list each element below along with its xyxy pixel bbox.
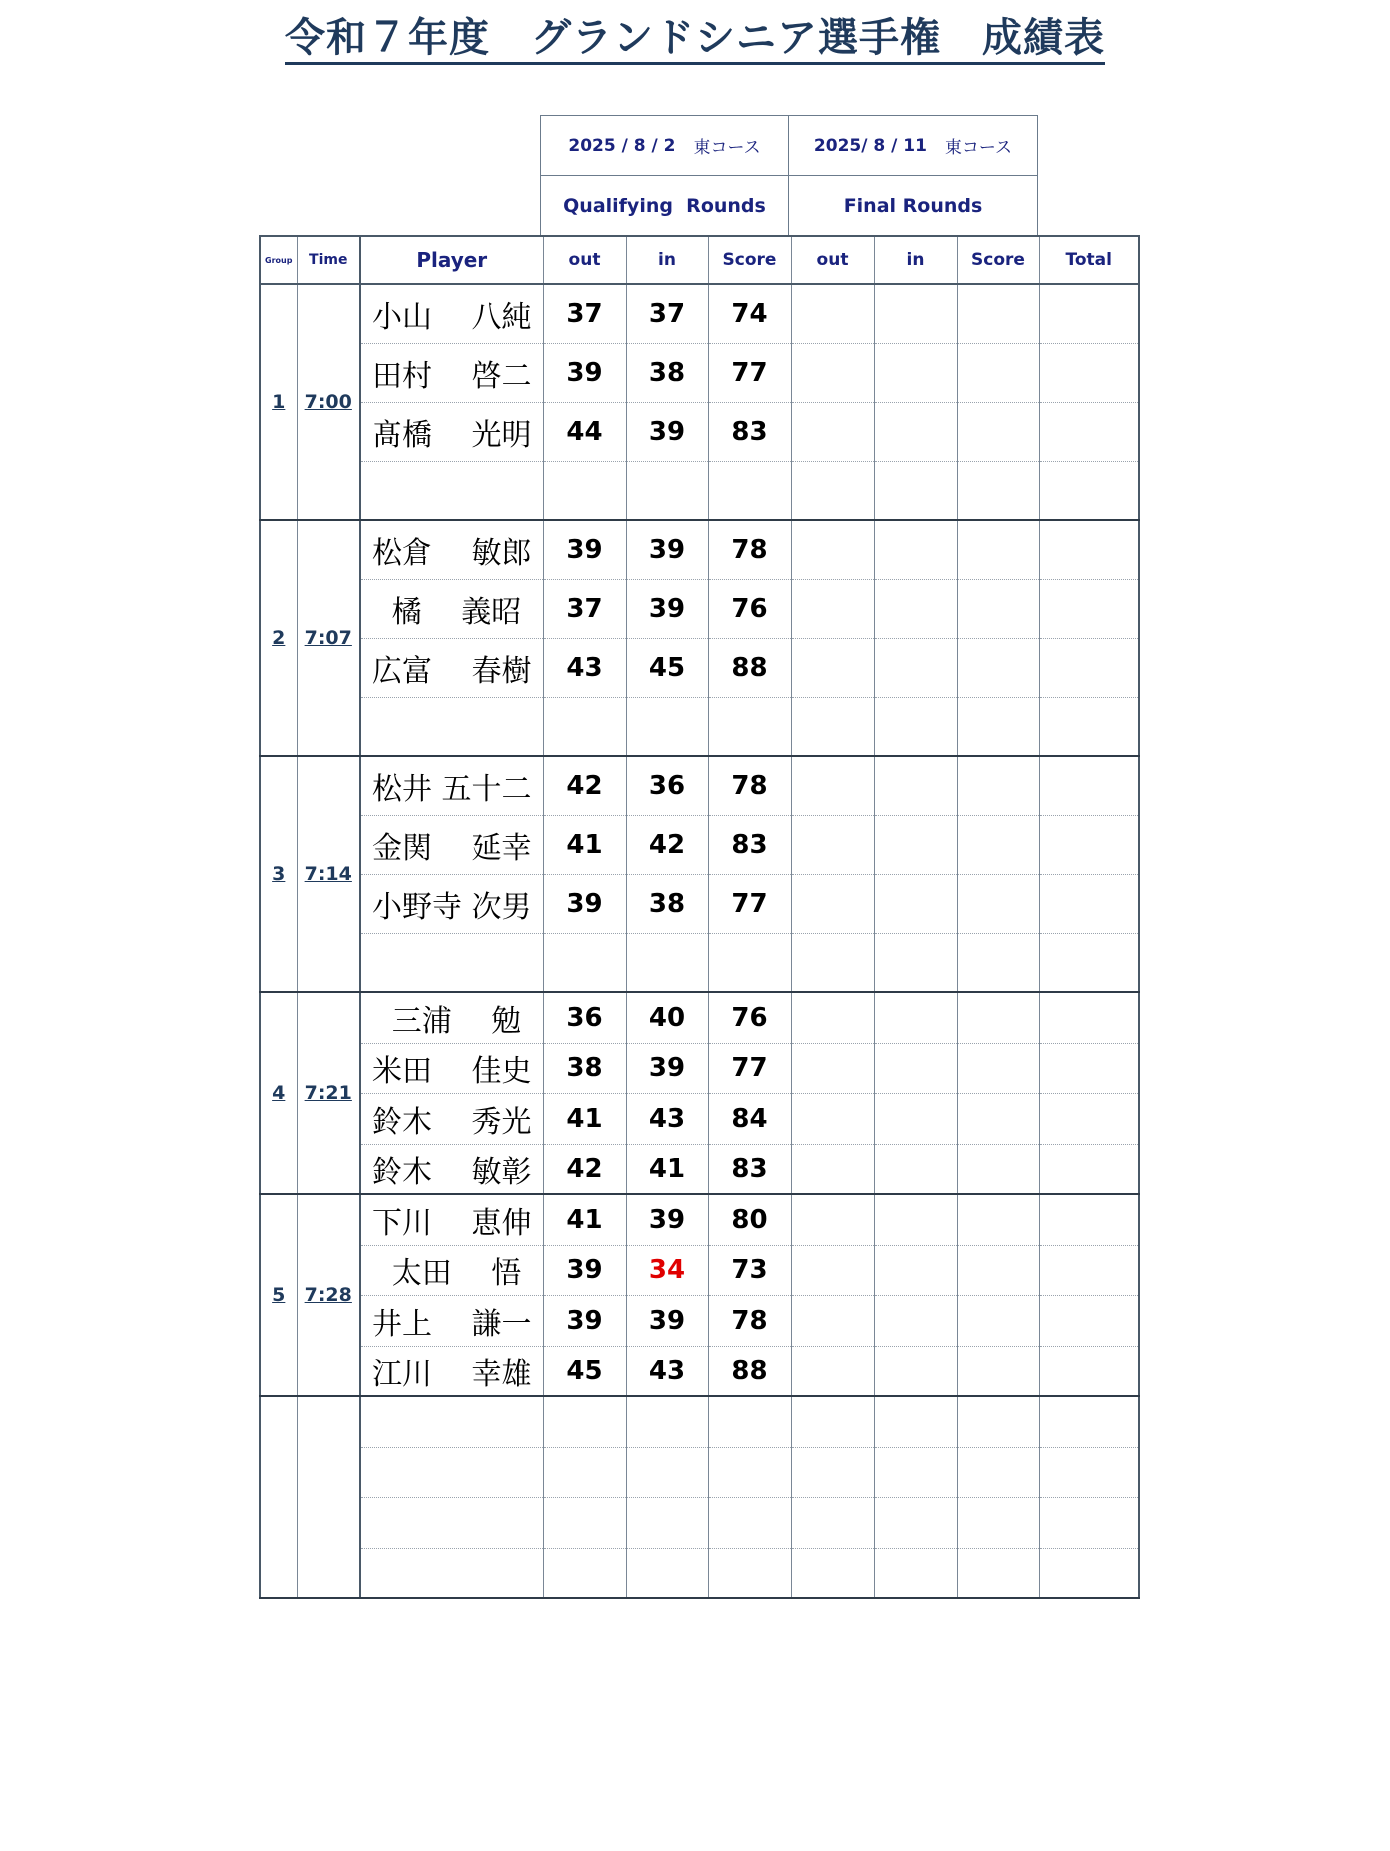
player-row xyxy=(260,1194,1139,1245)
qualifying-out: 43 xyxy=(543,638,626,697)
player-row xyxy=(260,284,1139,343)
player-name: 髙橋 光明 xyxy=(360,402,543,461)
total-score xyxy=(1039,697,1139,756)
final-in xyxy=(874,874,957,933)
final-in xyxy=(874,284,957,343)
final-in xyxy=(874,1043,957,1093)
total-score xyxy=(1039,1396,1139,1447)
final-out xyxy=(791,343,874,402)
qualifying-out: 41 xyxy=(543,815,626,874)
total-score xyxy=(1039,1548,1139,1598)
qualifying-score xyxy=(708,1447,791,1497)
group-number xyxy=(260,284,297,520)
group-number-text: 5 xyxy=(272,1284,286,1306)
final-in xyxy=(874,520,957,579)
qualifying-out xyxy=(543,697,626,756)
qualifying-score: 73 xyxy=(708,1245,791,1295)
player-row xyxy=(260,1093,1139,1144)
player-row xyxy=(260,461,1139,520)
qualifying-out: 41 xyxy=(543,1194,626,1245)
player-name: 松倉 敏郎 xyxy=(360,520,543,579)
qualifying-in xyxy=(626,697,708,756)
final-out xyxy=(791,992,874,1043)
qualifying-date-header xyxy=(540,115,789,176)
qualifying-out xyxy=(543,461,626,520)
tee-time-text: 7:00 xyxy=(304,391,352,413)
qualifying-out: 36 xyxy=(543,992,626,1043)
qualifying-score xyxy=(708,1497,791,1548)
player-row xyxy=(260,402,1139,461)
qualifying-out: 44 xyxy=(543,402,626,461)
player-name xyxy=(360,1447,543,1497)
player-name: 松井 五十二 xyxy=(360,756,543,815)
qualifying-out: 38 xyxy=(543,1043,626,1093)
group-number xyxy=(260,1396,297,1598)
player-row xyxy=(260,1144,1139,1194)
player-row xyxy=(260,343,1139,402)
col-header-final-in: in xyxy=(874,236,957,284)
final-out xyxy=(791,1548,874,1598)
total-score xyxy=(1039,933,1139,992)
qualifying-score xyxy=(708,461,791,520)
col-header-qualifying-out: out xyxy=(543,236,626,284)
final-in xyxy=(874,933,957,992)
qualifying-in xyxy=(626,461,708,520)
final-out xyxy=(791,1295,874,1346)
qualifying-in xyxy=(626,1396,708,1447)
qualifying-out: 39 xyxy=(543,343,626,402)
final-out xyxy=(791,1144,874,1194)
qualifying-score: 84 xyxy=(708,1093,791,1144)
tee-time-text: 7:28 xyxy=(304,1284,352,1306)
qualifying-in: 39 xyxy=(626,579,708,638)
player-name: 米田 佳史 xyxy=(360,1043,543,1093)
total-score xyxy=(1039,343,1139,402)
player-row xyxy=(260,1245,1139,1295)
player-row xyxy=(260,1497,1139,1548)
player-row xyxy=(260,1043,1139,1093)
qualifying-out: 42 xyxy=(543,756,626,815)
tee-time xyxy=(297,284,360,520)
group-number xyxy=(260,520,297,756)
player-row xyxy=(260,1396,1139,1447)
qualifying-in: 38 xyxy=(626,343,708,402)
player-row xyxy=(260,579,1139,638)
qualifying-in: 39 xyxy=(626,520,708,579)
qualifying-score: 83 xyxy=(708,1144,791,1194)
total-score xyxy=(1039,1043,1139,1093)
player-row xyxy=(260,933,1139,992)
final-score xyxy=(957,1346,1039,1396)
final-score xyxy=(957,756,1039,815)
player-row xyxy=(260,1548,1139,1598)
player-row xyxy=(260,520,1139,579)
qualifying-score: 78 xyxy=(708,520,791,579)
total-score xyxy=(1039,992,1139,1043)
final-in xyxy=(874,1144,957,1194)
qualifying-score: 77 xyxy=(708,874,791,933)
final-out xyxy=(791,1093,874,1144)
qualifying-in: 43 xyxy=(626,1093,708,1144)
qualifying-out: 37 xyxy=(543,284,626,343)
tee-time xyxy=(297,992,360,1194)
final-score xyxy=(957,697,1039,756)
qualifying-in xyxy=(626,1497,708,1548)
group-number-text: 4 xyxy=(272,1082,286,1104)
final-in xyxy=(874,1245,957,1295)
qualifying-in: 40 xyxy=(626,992,708,1043)
final-in xyxy=(874,1295,957,1346)
total-score xyxy=(1039,1245,1139,1295)
total-score xyxy=(1039,638,1139,697)
qualifying-out xyxy=(543,1497,626,1548)
qualifying-out: 45 xyxy=(543,1346,626,1396)
final-out xyxy=(791,874,874,933)
qualifying-out: 42 xyxy=(543,1144,626,1194)
total-score xyxy=(1039,1295,1139,1346)
qualifying-in xyxy=(626,933,708,992)
final-score xyxy=(957,1497,1039,1548)
player-name xyxy=(360,697,543,756)
final-in xyxy=(874,815,957,874)
total-score xyxy=(1039,402,1139,461)
final-score xyxy=(957,1093,1039,1144)
final-in xyxy=(874,1396,957,1447)
player-name xyxy=(360,1396,543,1447)
final-score xyxy=(957,1194,1039,1245)
qualifying-in xyxy=(626,1447,708,1497)
total-score xyxy=(1039,520,1139,579)
total-score xyxy=(1039,874,1139,933)
player-row xyxy=(260,697,1139,756)
qualifying-out: 39 xyxy=(543,520,626,579)
final-score xyxy=(957,874,1039,933)
page-title: 令和７年度 グランドシニア選手権 成績表 xyxy=(285,14,1105,65)
qualifying-out xyxy=(543,933,626,992)
final-out xyxy=(791,1043,874,1093)
final-score xyxy=(957,1447,1039,1497)
qualifying-out xyxy=(543,1447,626,1497)
final-score xyxy=(957,815,1039,874)
col-header-group: Group xyxy=(260,236,297,284)
final-in xyxy=(874,579,957,638)
qualifying-score: 74 xyxy=(708,284,791,343)
qualifying-score xyxy=(708,1548,791,1598)
player-row xyxy=(260,638,1139,697)
qualifying-in: 39 xyxy=(626,1295,708,1346)
qualifying-score: 77 xyxy=(708,1043,791,1093)
total-score xyxy=(1039,284,1139,343)
col-header-qualifying-score: Score xyxy=(708,236,791,284)
final-in xyxy=(874,1447,957,1497)
final-score xyxy=(957,579,1039,638)
final-out xyxy=(791,1194,874,1245)
final-in xyxy=(874,1194,957,1245)
qualifying-rounds-header xyxy=(540,175,789,236)
tee-time-text: 7:21 xyxy=(304,1082,352,1104)
final-in xyxy=(874,1548,957,1598)
tee-time-text: 7:07 xyxy=(304,627,352,649)
qualifying-score: 83 xyxy=(708,402,791,461)
tee-time xyxy=(297,756,360,992)
final-score xyxy=(957,1396,1039,1447)
col-header-player: Player xyxy=(360,236,543,284)
player-row xyxy=(260,874,1139,933)
player-name xyxy=(360,933,543,992)
qualifying-in: 43 xyxy=(626,1346,708,1396)
final-out xyxy=(791,284,874,343)
final-out xyxy=(791,461,874,520)
player-row xyxy=(260,1295,1139,1346)
final-score xyxy=(957,1144,1039,1194)
final-out xyxy=(791,1497,874,1548)
final-out xyxy=(791,1245,874,1295)
qualifying-out: 39 xyxy=(543,1295,626,1346)
final-out xyxy=(791,579,874,638)
total-score xyxy=(1039,1194,1139,1245)
player-name: 鈴木 敏彰 xyxy=(360,1144,543,1194)
final-out xyxy=(791,402,874,461)
player-row xyxy=(260,1447,1139,1497)
qualifying-in: 42 xyxy=(626,815,708,874)
col-header-time: Time xyxy=(297,236,360,284)
total-score xyxy=(1039,1346,1139,1396)
final-in xyxy=(874,402,957,461)
final-score xyxy=(957,638,1039,697)
final-in xyxy=(874,756,957,815)
qualifying-score: 88 xyxy=(708,638,791,697)
col-header-qualifying-in: in xyxy=(626,236,708,284)
final-score xyxy=(957,343,1039,402)
qualifying-score xyxy=(708,933,791,992)
total-score xyxy=(1039,579,1139,638)
player-name: 小山 八純 xyxy=(360,284,543,343)
col-header-final-score: Score xyxy=(957,236,1039,284)
player-row xyxy=(260,992,1139,1043)
player-name xyxy=(360,1548,543,1598)
qualifying-score xyxy=(708,1396,791,1447)
qualifying-in: 34 xyxy=(626,1245,708,1295)
final-in xyxy=(874,461,957,520)
total-score xyxy=(1039,461,1139,520)
final-in xyxy=(874,992,957,1043)
total-score xyxy=(1039,1093,1139,1144)
qualifying-in: 39 xyxy=(626,1194,708,1245)
group-number-text: 2 xyxy=(272,627,286,649)
group-number-text: 1 xyxy=(272,391,286,413)
group-number xyxy=(260,1194,297,1396)
player-name: 小野寺 次男 xyxy=(360,874,543,933)
qualifying-out: 41 xyxy=(543,1093,626,1144)
tee-time xyxy=(297,1194,360,1396)
final-date: 2025/ 8 / 11 xyxy=(813,135,927,156)
col-header-final-out: out xyxy=(791,236,874,284)
final-out xyxy=(791,756,874,815)
player-name: 井上 謙一 xyxy=(360,1295,543,1346)
total-score xyxy=(1039,756,1139,815)
final-in xyxy=(874,697,957,756)
qualifying-out: 37 xyxy=(543,579,626,638)
final-in xyxy=(874,1093,957,1144)
player-name xyxy=(360,1497,543,1548)
final-in xyxy=(874,343,957,402)
qualifying-out xyxy=(543,1396,626,1447)
player-name: 橘 義昭 xyxy=(360,579,543,638)
final-score xyxy=(957,1295,1039,1346)
qualifying-in xyxy=(626,1548,708,1598)
qualifying-in: 37 xyxy=(626,284,708,343)
final-score xyxy=(957,1245,1039,1295)
qualifying-out xyxy=(543,1548,626,1598)
final-out xyxy=(791,1396,874,1447)
player-name: 広富 春樹 xyxy=(360,638,543,697)
final-score xyxy=(957,461,1039,520)
final-score xyxy=(957,520,1039,579)
total-score xyxy=(1039,1497,1139,1548)
final-score xyxy=(957,1548,1039,1598)
final-out xyxy=(791,933,874,992)
player-name: 金関 延幸 xyxy=(360,815,543,874)
final-course: 東コース xyxy=(944,138,1013,158)
qualifying-in: 41 xyxy=(626,1144,708,1194)
qualifying-rounds-label: Qualifying Rounds xyxy=(563,194,766,217)
player-name: 江川 幸雄 xyxy=(360,1346,543,1396)
player-name xyxy=(360,461,543,520)
final-score xyxy=(957,992,1039,1043)
player-name: 太田 悟 xyxy=(360,1245,543,1295)
total-score xyxy=(1039,1144,1139,1194)
qualifying-in: 38 xyxy=(626,874,708,933)
group-number xyxy=(260,756,297,992)
qualifying-date: 2025 / 8 / 2 xyxy=(568,135,676,156)
tee-time xyxy=(297,1396,360,1598)
player-row xyxy=(260,815,1139,874)
player-name: 鈴木 秀光 xyxy=(360,1093,543,1144)
final-score xyxy=(957,284,1039,343)
player-name: 三浦 勉 xyxy=(360,992,543,1043)
qualifying-score: 78 xyxy=(708,756,791,815)
qualifying-score: 77 xyxy=(708,343,791,402)
player-row xyxy=(260,1346,1139,1396)
qualifying-in: 45 xyxy=(626,638,708,697)
final-out xyxy=(791,697,874,756)
final-rounds-header xyxy=(788,175,1038,236)
total-score xyxy=(1039,815,1139,874)
final-score xyxy=(957,1043,1039,1093)
final-in xyxy=(874,1346,957,1396)
qualifying-score: 80 xyxy=(708,1194,791,1245)
final-in xyxy=(874,638,957,697)
qualifying-score: 78 xyxy=(708,1295,791,1346)
score-table xyxy=(259,235,1140,1599)
final-rounds-label: Final Rounds xyxy=(843,194,983,217)
qualifying-out: 39 xyxy=(543,1245,626,1295)
qualifying-score: 83 xyxy=(708,815,791,874)
final-out xyxy=(791,1346,874,1396)
qualifying-score xyxy=(708,697,791,756)
qualifying-in: 36 xyxy=(626,756,708,815)
qualifying-in: 39 xyxy=(626,402,708,461)
final-out xyxy=(791,1447,874,1497)
qualifying-score: 76 xyxy=(708,579,791,638)
col-header-total: Total xyxy=(1039,236,1139,284)
total-score xyxy=(1039,1447,1139,1497)
qualifying-out: 39 xyxy=(543,874,626,933)
final-out xyxy=(791,520,874,579)
final-score xyxy=(957,402,1039,461)
final-out xyxy=(791,638,874,697)
final-in xyxy=(874,1497,957,1548)
page-title-wrap xyxy=(0,14,1390,65)
column-header-row xyxy=(260,236,1139,284)
qualifying-score: 88 xyxy=(708,1346,791,1396)
final-out xyxy=(791,815,874,874)
qualifying-score: 76 xyxy=(708,992,791,1043)
player-name: 田村 啓二 xyxy=(360,343,543,402)
player-row xyxy=(260,756,1139,815)
qualifying-in: 39 xyxy=(626,1043,708,1093)
group-number-text: 3 xyxy=(272,863,286,885)
tee-time-text: 7:14 xyxy=(304,863,352,885)
final-date-header xyxy=(788,115,1038,176)
tee-time xyxy=(297,520,360,756)
qualifying-course: 東コース xyxy=(693,138,761,158)
group-number xyxy=(260,992,297,1194)
final-score xyxy=(957,933,1039,992)
player-name: 下川 恵伸 xyxy=(360,1194,543,1245)
